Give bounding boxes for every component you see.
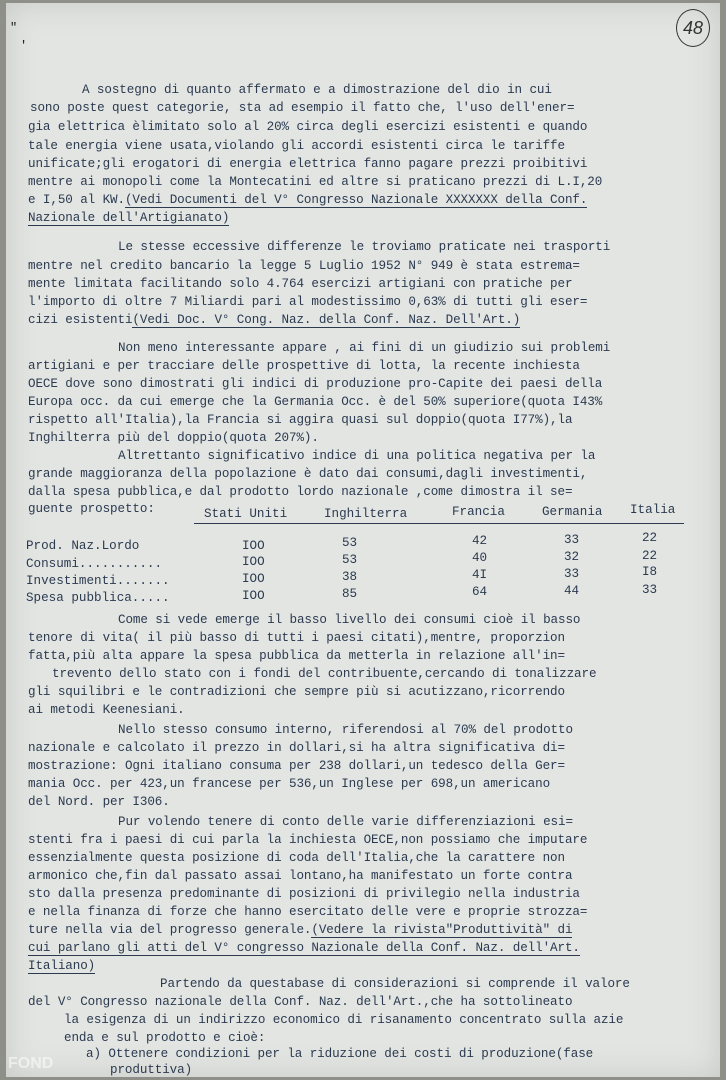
row-label: Consumi...........: [26, 557, 163, 571]
table-cell: 42: [472, 534, 488, 548]
row-label: Investimenti.......: [26, 574, 170, 588]
table-header: Inghilterra: [324, 507, 408, 521]
text-line: trevento dello stato con i fondi del contribuente,cercando di tonalizzare: [52, 667, 597, 681]
text-line: [28, 959, 95, 974]
table-cell: 53: [342, 536, 358, 550]
text-line: [28, 211, 229, 226]
text-line: OECE dove sono dimostrati gli indici di produzione pro-Capite dei paesi della: [28, 377, 603, 391]
text-line: [28, 941, 580, 956]
table-cell: IOO: [242, 589, 265, 603]
text-line: mostrazione: Ogni italiano consuma per 238 dollari,un tedesco della Ger=: [28, 759, 565, 773]
text-line: rispetto all'Italia),la Francia si aggira quasi sul doppio(quota I77%),la: [28, 413, 573, 427]
table-cell: 4I: [472, 568, 488, 582]
underlined-reference: Nazionale dell'Artigianato): [28, 211, 230, 225]
table-cell: 44: [564, 584, 580, 598]
underlined-reference: (Vedi Documenti del V° Congresso Nazionale XXXXXXX della Conf.: [124, 193, 588, 207]
text-line: enda e sul prodotto e cioè:: [64, 1031, 266, 1045]
text-line: artigiani e per tracciare delle prospettive di lotta, la recente inchiesta: [28, 359, 580, 373]
text-line: tale energia viene usata,violando gli accordi esistenti circa le tariffe: [28, 139, 565, 153]
text-line: Altrettanto significativo indice di una politica negativa per la: [118, 449, 596, 463]
table-header: Germania: [542, 505, 603, 519]
text-line: tenore di vita( il più basso di tutti i paesi citati),mentre, proporzion: [28, 631, 565, 645]
document-page: [6, 3, 720, 1077]
text-line: del Nord. per I306.: [28, 795, 170, 809]
text-line: armonico che,fin dal passato assai lontano,ha manifestato un forte contra: [28, 869, 573, 883]
table-cell: 22: [642, 531, 658, 545]
text-line: stenti fra i paesi di cui parla la inchiesta OECE,non possiamo che imputare: [28, 833, 588, 847]
text-line: Le stesse eccessive differenze le troviamo praticate nei trasporti: [118, 240, 611, 254]
table-cell: I8: [642, 565, 658, 579]
underlined-reference: Italiano): [28, 959, 96, 973]
table-cell: 53: [342, 553, 358, 567]
text-line: Partendo da questabase di considerazioni si comprende il valore: [160, 977, 630, 991]
text-line: gia elettrica èlimitato solo al 20% circa degli esercizi esistenti e quando: [28, 120, 588, 134]
table-cell: 33: [564, 567, 580, 581]
text-line: Inghilterra più del doppio(quota 207%).: [28, 431, 319, 445]
text-line: mania Occ. per 423,un francese per 536,un Inglese per 698,un americano: [28, 777, 551, 791]
text-line: essenzialmente questa posizione di coda dell'Italia,che la carattere non: [28, 851, 565, 865]
underlined-reference: (Vedi Doc. V° Cong. Naz. della Conf. Naz. Dell'Art.): [132, 313, 521, 327]
text-line: del V° Congresso nazionale della Conf. Naz. dell'Art.,che ha sottolineato: [28, 995, 573, 1009]
text-line: nazionale e calcolato il prezzo in dollari,si ha altra significativa di=: [28, 741, 565, 755]
text-line: cizi esistenti(Vedi Doc. V° Cong. Naz. della Conf. Naz. Dell'Art.): [28, 313, 521, 327]
text-line: sto dalla presenza predominante di posizioni di privilegio nella industria: [28, 887, 580, 901]
table-cell: 40: [472, 551, 488, 565]
table-cell: 33: [564, 533, 580, 547]
table-cell: IOO: [242, 555, 265, 569]
text-line: gli squilibri e le contradizioni che sempre più si acutizzano,ricorrendo: [28, 685, 565, 699]
table-header: Italia: [630, 503, 676, 517]
table-cell: 64: [472, 585, 488, 599]
text-line: dalla spesa pubblica,e dal prodotto lordo nazionale ,come dimostra il se=: [28, 485, 573, 499]
text-line: Non meno interessante appare , ai fini di un giudizio sui problemi: [118, 341, 611, 355]
text-line: guente prospetto:: [28, 502, 155, 516]
page-number: 48: [676, 9, 710, 47]
text-line: produttiva): [110, 1063, 193, 1077]
text-line: fatta,più alta appare la spesa pubblica da metterla in relazione all'in=: [28, 649, 565, 663]
text-line: l'importo di oltre 7 Miliardi pari al modestissimo 0,63% di tutti gli eser=: [28, 295, 588, 309]
text-line: la esigenza di un indirizzo economico di risanamento concentrato sulla azie: [64, 1013, 624, 1027]
text-line: mente limitata facilitando solo 4.764 esercizi artigiani con pratiche per: [28, 277, 573, 291]
corner-mark: ': [20, 39, 28, 53]
underlined-reference: (Vedere la rivista"Produttività" di: [311, 923, 573, 937]
table-cell: IOO: [242, 572, 265, 586]
table-cell: 32: [564, 550, 580, 564]
text-line: mentre ai monopoli come la Montecatini ed altre si praticano prezzi di L.I,20: [28, 175, 603, 189]
text-line: sono poste quest categorie, sta ad esempio il fatto che, l'uso dell'ener=: [30, 101, 575, 115]
table-header: Francia: [452, 505, 505, 519]
corner-mark: ": [10, 21, 18, 35]
text-line: Come si vede emerge il basso livello dei consumi cioè il basso: [118, 613, 581, 627]
table-cell: 85: [342, 587, 358, 601]
table-cell: 38: [342, 570, 358, 584]
table-rule: [194, 523, 684, 524]
table-cell: 22: [642, 549, 658, 563]
table-cell: IOO: [242, 539, 265, 553]
row-label: Prod. Naz.Lordo: [26, 539, 140, 553]
text-line: grande maggioranza della popolazione è dato dai consumi,dagli investimenti,: [28, 467, 588, 481]
text-line: mentre nel credito bancario la legge 5 Luglio 1952 N° 949 è stata estrema=: [28, 259, 580, 273]
table-header: Stati Uniti: [204, 507, 288, 521]
table-cell: 33: [642, 583, 658, 597]
row-label: Spesa pubblica.....: [26, 591, 170, 605]
text-line: a) Ottenere condizioni per la riduzione dei costi di produzione(fase: [86, 1047, 594, 1061]
text-line: ai metodi Keenesiani.: [28, 703, 185, 717]
text-line: unificate;gli erogatori di energia elettrica fanno pagare prezzi proibitivi: [28, 157, 588, 171]
text-line: Pur volendo tenere di conto delle varie differenziazioni esi=: [118, 815, 573, 829]
text-line: Nello stesso consumo interno, riferendosi al 70% del prodotto: [118, 723, 573, 737]
text-line: A sostegno di quanto affermato e a dimostrazione del dio in cui: [82, 83, 552, 97]
text-line: e nella finanza di forze che hanno esercitato delle vere e proprie strozza=: [28, 905, 588, 919]
underlined-reference: cui parlano gli atti del V° congresso Nazionale della Conf. Naz. dell'Art.: [28, 941, 580, 955]
archive-watermark: FOND: [8, 1055, 54, 1072]
text-line: ture nella via del progresso generale.(Vedere la rivista"Produttività" di: [28, 923, 573, 937]
text-line: Europa occ. da cui emerge che la Germania Occ. è del 50% superiore(quota I43%: [28, 395, 603, 409]
text-line: e I,50 al KW.(Vedi Documenti del V° Congresso Nazionale XXXXXXX della Conf.: [28, 193, 588, 207]
